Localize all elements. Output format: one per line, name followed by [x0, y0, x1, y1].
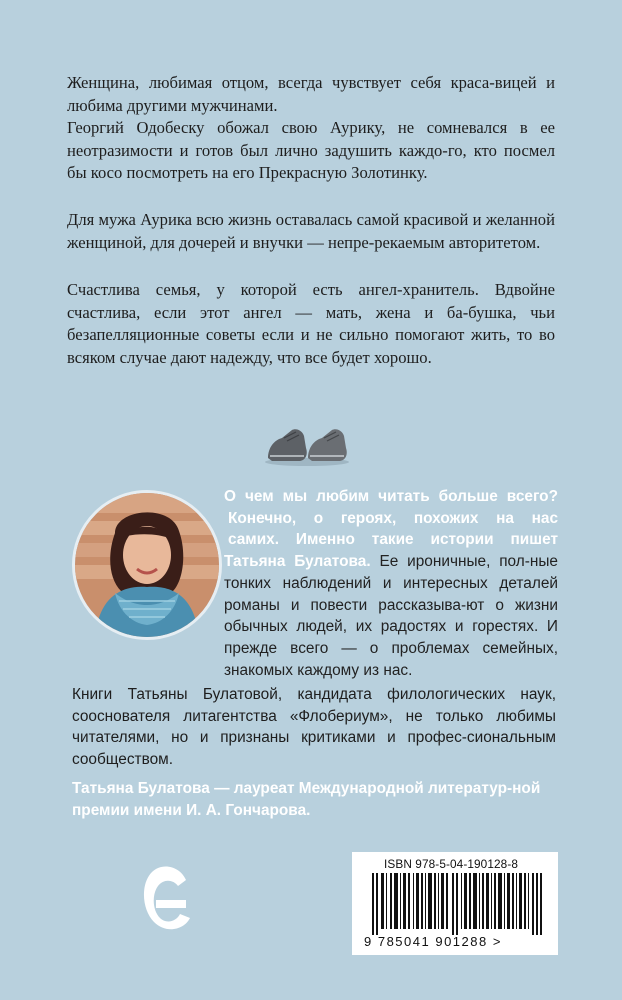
author-award: Татьяна Булатова — лауреат Международной литератур-ной премии имени И. А. Гончарова. — [72, 780, 541, 819]
bio-highlight-line-2: Конечно, о героях, похожих на нас — [228, 509, 558, 527]
annotation-paragraph-1: Женщина, любимая отцом, всегда чувствует себя краса-вицей и любима другими мужчинами. — [67, 73, 555, 115]
bio-highlight-line-1: О чем мы любим читать больше всего? — [224, 488, 558, 505]
barcode-digits: 9 785041 901288 > — [364, 934, 502, 949]
author-bio — [188, 486, 558, 681]
annotation-paragraph-3: Для мужа Аурика всю жизнь оставалась самой красивой и желанной женщиной, для дочерей и внучки — непре-рекаемым авторитетом. — [67, 210, 555, 252]
bio-highlight-author-name: Татьяна Булатова. — [224, 553, 371, 571]
baby-shoes-illustration — [262, 418, 352, 468]
annotation-paragraph-4: Счастлива семья, у которой есть ангел-хранитель. Вдвойне счастлива, если этот ангел — мать, жена и ба-бушка, чьи безапелляционные советы если и не сильно помогают жить, то во всяком случае дают надежду, что все будет хорошо. — [67, 280, 555, 367]
isbn-label: ISBN 978-5-04-190128-8 — [384, 857, 519, 871]
eksmo-logo-icon — [140, 860, 192, 940]
bio-highlight-line-3: самих. Именно такие истории пишет — [228, 531, 558, 549]
annotation-paragraph-2: Георгий Одобеску обожал свою Аурику, не сомневался в ее неотразимости и готов был лично задушить каждо-го, кто посмел бы косо посмотреть на его Прекрасную Золотинку. — [67, 118, 555, 183]
bio-text: Ее ироничные, пол-ные тонких наблюдений и интересных деталей романы и повести рассказыва-ют о жизни обычных людей, их радостях и горестях. И прежде всего — о проблемах семейных, знакомых каждому из нас. — [224, 553, 558, 679]
barcode — [352, 852, 558, 955]
author-credits: Книги Татьяны Булатовой, кандидата филологических наук, сооснователя литагентства «Флобериум», не только любимы читателями, но и признаны критиками и профес-сиональным сообществом. — [72, 686, 556, 768]
barcode-bars — [372, 873, 542, 935]
